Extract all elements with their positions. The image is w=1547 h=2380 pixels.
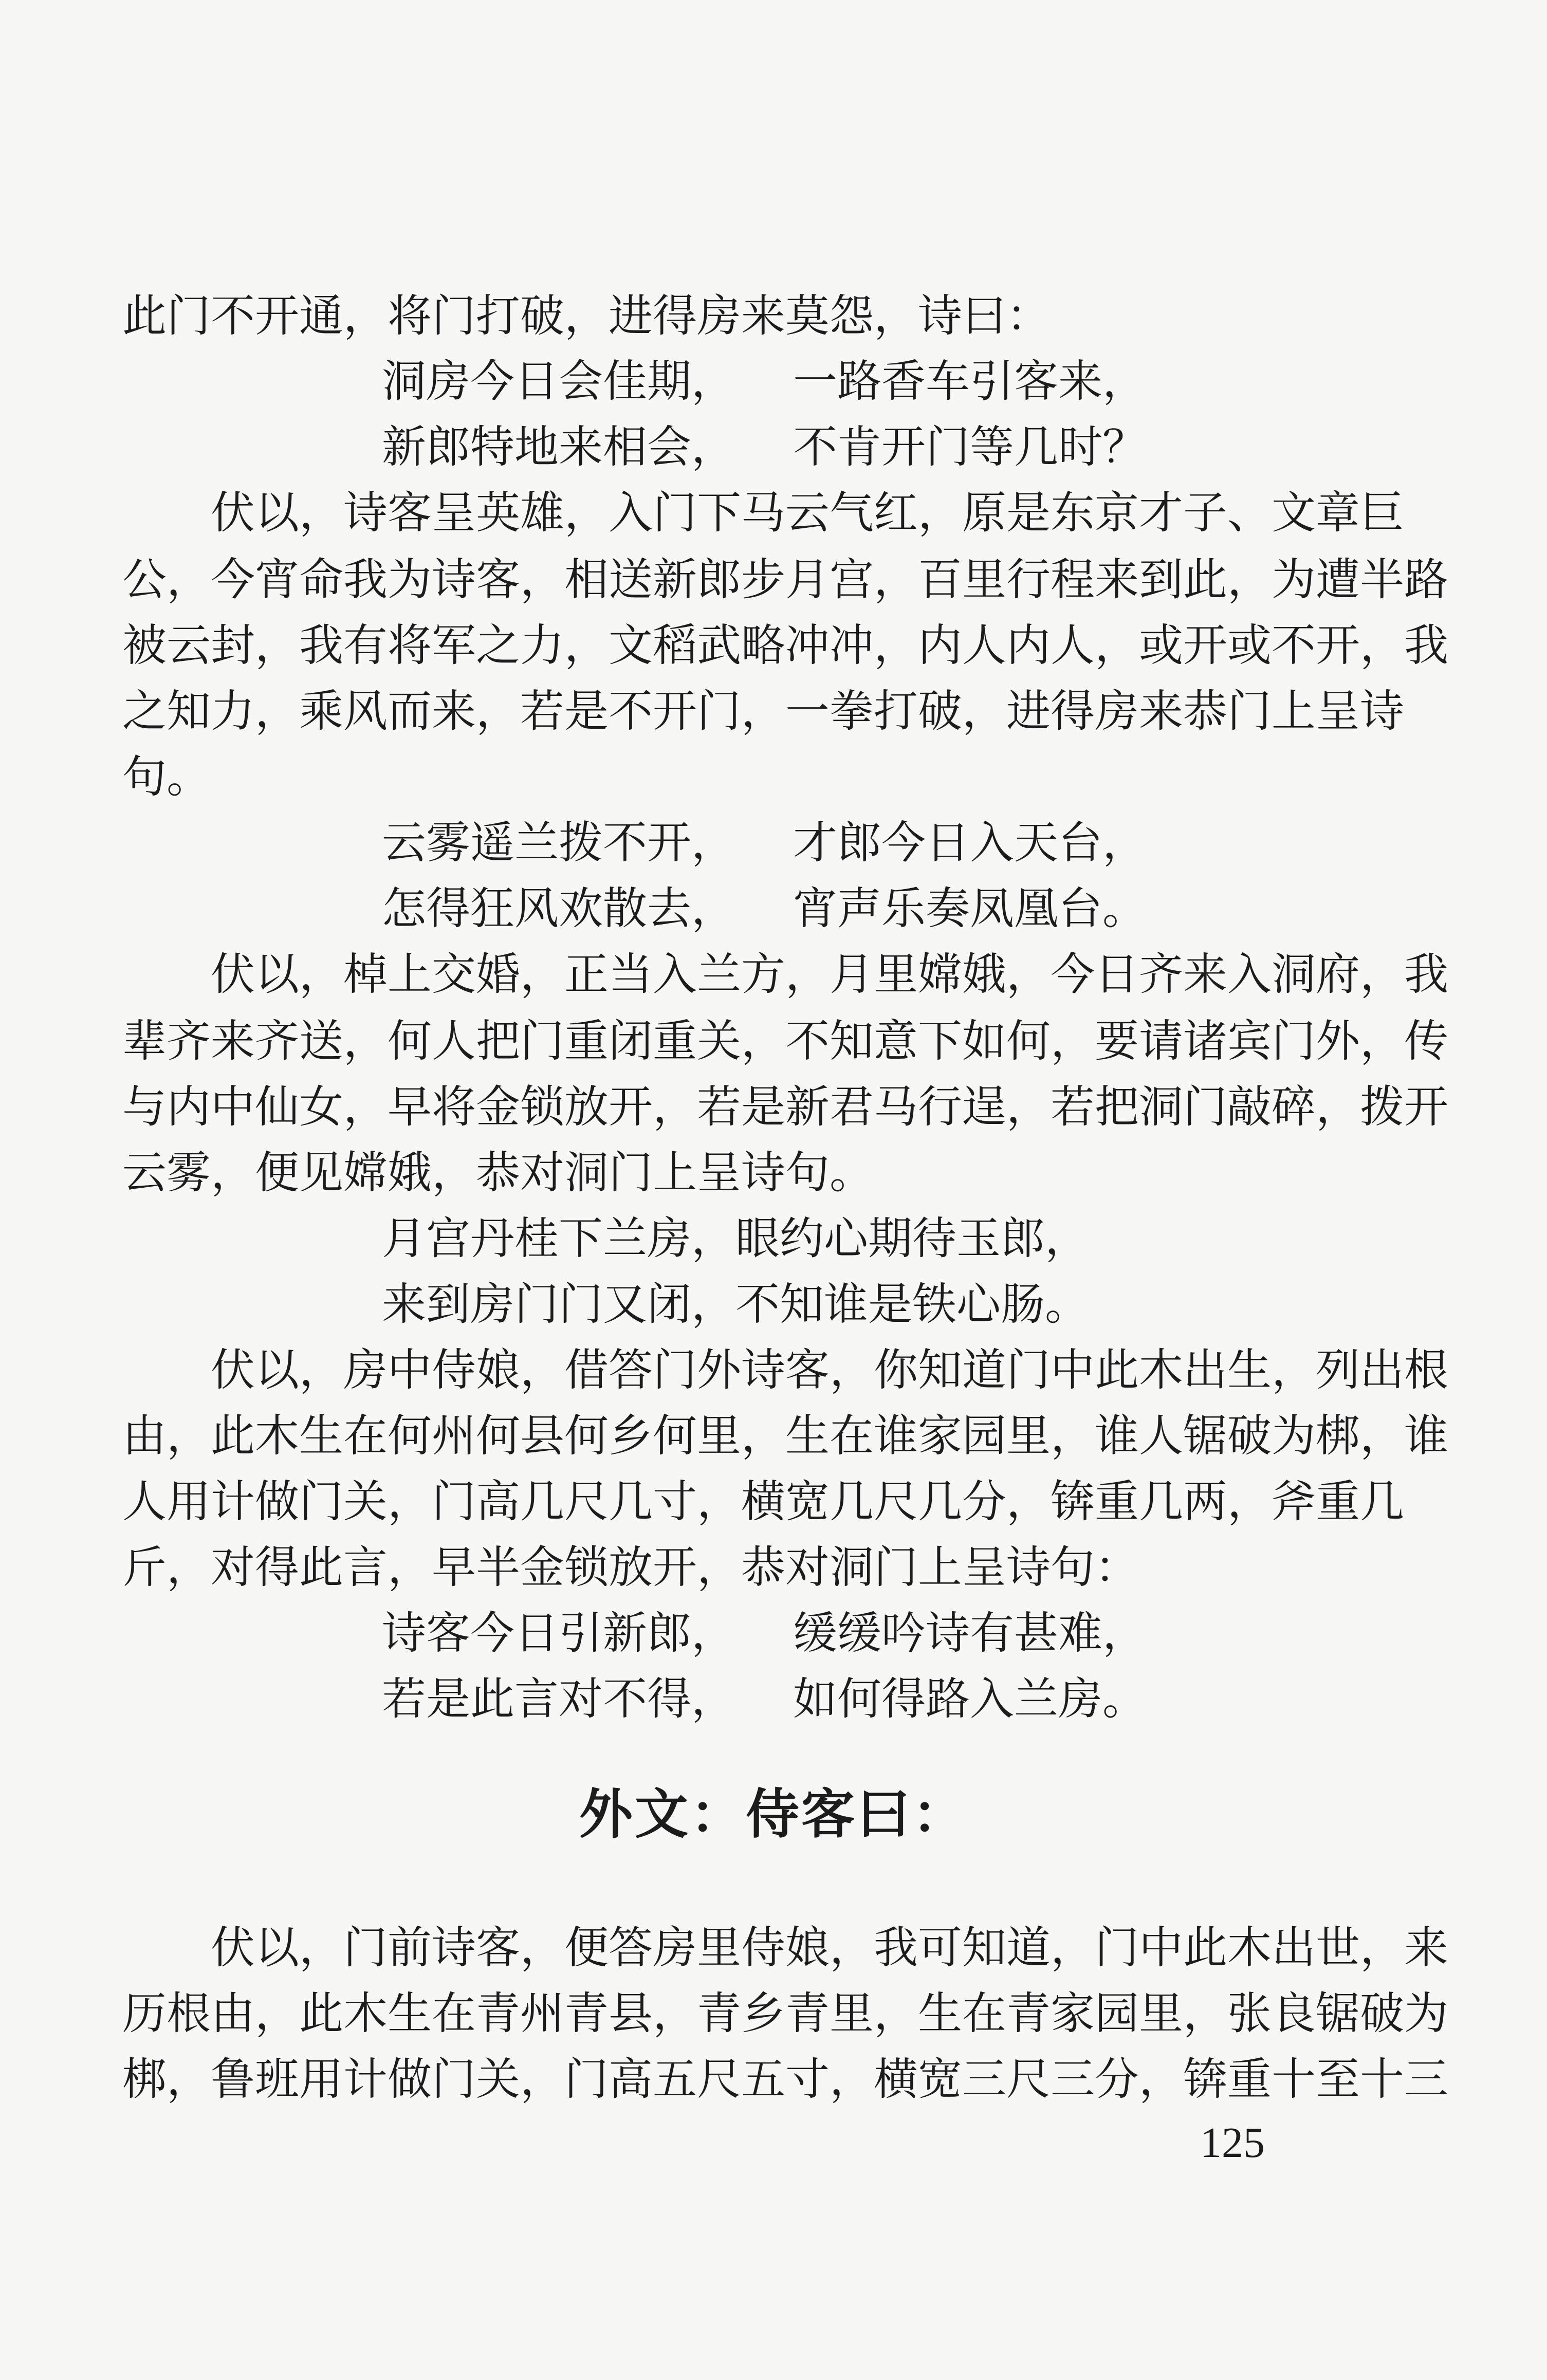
text-line: 被云封，我有将军之力，文稻武略冲冲，内人内人，或开或不开，我 [122,620,1448,671]
text-line: 之知力，乘风而来，若是不开门，一拳打破，进得房来恭门上呈诗 [122,686,1404,737]
text-line: 伏以，棹上交婚，正当入兰方，月里嫦娥，今日齐来入洞府，我 [211,949,1448,1000]
verse-hemistich: 若是此言对不得， [382,1673,735,1725]
text-line: 此门不开通，将门打破，进得房来莫怨，诗曰： [122,290,1051,342]
text-line: 由，此木生在何州何县何乡何里，生在谁家园里，谁人锯破为梆，谁 [122,1410,1448,1462]
text-line: 历根由，此木生在青州青县，青乡青里，生在青家园里，张良锯破为 [122,1988,1448,2039]
verse-hemistich: 如何得路入兰房。 [793,1673,1147,1725]
section-heading: 外文：侍客曰： [579,1783,968,1846]
text-line: 云雾，便见嫦娥，恭对洞门上呈诗句。 [122,1147,874,1198]
verse-hemistich: 云雾遥兰拨不开， [382,817,735,869]
text-line: 伏以，诗客呈英雄，入门下马云气红，原是东京才子、文章巨 [211,487,1404,539]
verse-hemistich: 宵声乐奏凤凰台。 [793,883,1147,934]
text-line: 句。 [122,751,211,803]
text-line: 伏以，门前诗客，便答房里侍娘，我可知道，门中此木出世，来 [211,1922,1448,1973]
text-line: 斤，对得此言，早半金锁放开，恭对洞门上呈诗句： [122,1542,1139,1593]
text-line: 辈齐来齐送，何人把门重闭重关，不知意下如何，要请诸宾门外，传 [122,1016,1448,1067]
text-line: 公，今宵命我为诗客，相送新郎步月宫，百里行程来到此，为遭半路 [122,554,1448,605]
verse-hemistich: 不肯开门等几时？ [793,421,1147,473]
page-number: 125 [1200,2119,1265,2167]
text-line: 人用计做门关，门高几尺几寸，横宽几尺几分，锛重几两，斧重几 [122,1476,1404,1527]
verse-hemistich: 一路香车引客来， [793,356,1147,407]
verse-hemistich: 诗客今日引新郎， [382,1608,735,1659]
verse-hemistich: 月宫丹桂下兰房，眼约心期待玉郎， [382,1213,1089,1264]
verse-hemistich: 才郎今日入天台， [793,817,1147,869]
text-line: 梆，鲁班用计做门关，门高五尺五寸，横宽三尺三分，锛重十至十三 [122,2054,1448,2105]
verse-hemistich: 怎得狂风欢散去， [382,883,735,934]
text-line: 伏以，房中侍娘，借答门外诗客，你知道门中此木出生，列出根 [211,1344,1448,1396]
verse-hemistich: 来到房门门又闭，不知谁是铁心肠。 [382,1279,1089,1330]
verse-hemistich: 缓缓吟诗有甚难， [793,1608,1147,1659]
verse-hemistich: 新郎特地来相会， [382,421,735,473]
text-line: 与内中仙女，早将金锁放开，若是新君马行逞，若把洞门敲碎，拨开 [122,1081,1448,1133]
verse-hemistich: 洞房今日会佳期， [382,356,735,407]
